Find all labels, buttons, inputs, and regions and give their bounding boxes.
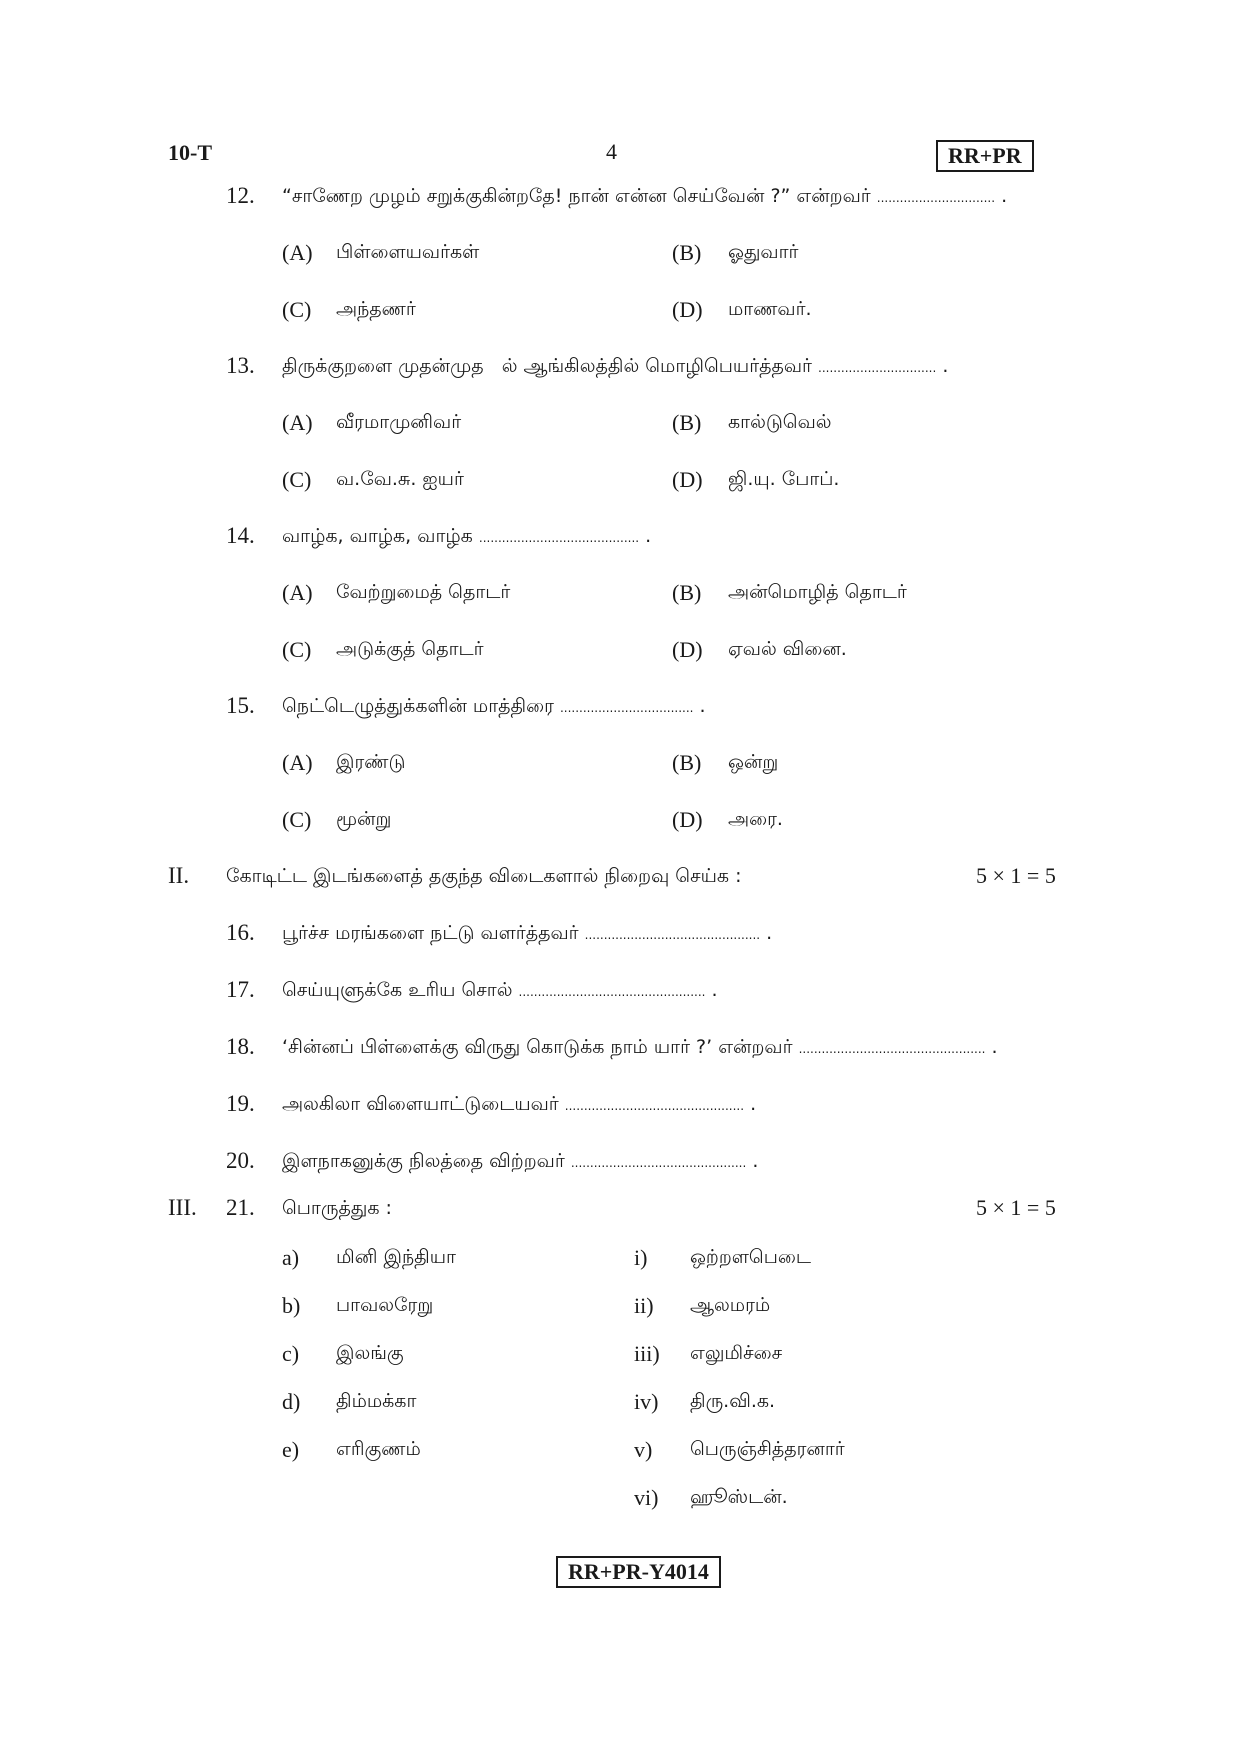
option-text: ஜி.யு. போப். bbox=[728, 468, 840, 490]
match-right-text: ஆலமரம் bbox=[690, 1294, 771, 1316]
option-label: (C) bbox=[282, 637, 312, 662]
match-left-text: மினி இந்தியா bbox=[336, 1246, 456, 1268]
match-right-text: ஒற்றளபெடை bbox=[690, 1246, 811, 1268]
option-text: கால்டுவெல் bbox=[728, 411, 832, 433]
match-right-label: iv) bbox=[634, 1389, 659, 1414]
match-right-label: iii) bbox=[634, 1341, 660, 1366]
match-left-label: a) bbox=[282, 1245, 300, 1270]
question-number: 16. bbox=[226, 920, 255, 945]
option-label: (B) bbox=[672, 750, 702, 775]
option-text: வேற்றுமைத் தொடர் bbox=[336, 581, 511, 603]
option-text: பிள்ளையவர்கள் bbox=[336, 241, 480, 263]
question-text: பூர்ச்ச மரங்களை நட்டு வளர்த்தவர் .............................................. . bbox=[282, 922, 773, 944]
option-label: (A) bbox=[282, 580, 313, 605]
option-label: (C) bbox=[282, 807, 312, 832]
option-label: (B) bbox=[672, 240, 702, 265]
question-text: செய்யுளுக்கே உரிய சொல் ................................................. . bbox=[282, 979, 718, 1001]
match-right-label: i) bbox=[634, 1245, 648, 1270]
match-left-label: b) bbox=[282, 1293, 301, 1318]
question-number: 18. bbox=[226, 1034, 255, 1059]
page-number: 4 bbox=[606, 139, 617, 164]
question-text: “சாணேற முழம் சறுக்குகின்றதே! நான் என்ன செய்வேன் ?” என்றவர் ............................... . bbox=[282, 185, 1008, 207]
question-number: 12. bbox=[226, 183, 255, 208]
match-right-text: ஹூஸ்டன். bbox=[690, 1486, 788, 1508]
match-left-text: எரிகுணம் bbox=[336, 1438, 421, 1460]
option-text: ஓதுவார் bbox=[728, 241, 799, 263]
option-text: அரை. bbox=[728, 808, 783, 830]
option-label: (A) bbox=[282, 750, 313, 775]
paper-code: 10-T bbox=[168, 140, 212, 165]
question-text: வாழ்க, வாழ்க, வாழ்க .......................................... . bbox=[282, 525, 652, 547]
series-box: RR+PR bbox=[936, 140, 1034, 172]
option-label: (C) bbox=[282, 297, 312, 322]
option-text: அடுக்குத் தொடர் bbox=[336, 638, 484, 660]
option-label: (D) bbox=[672, 297, 703, 322]
match-right-text: திரு.வி.க. bbox=[690, 1390, 776, 1412]
question-paper-code-box: RR+PR-Y4014 bbox=[556, 1556, 721, 1588]
option-text: வ.வே.சு. ஐயர் bbox=[336, 468, 464, 490]
match-left-label: d) bbox=[282, 1389, 301, 1414]
question-number: 21. bbox=[226, 1195, 255, 1220]
section-roman: III. bbox=[168, 1195, 197, 1220]
question-number: 13. bbox=[226, 353, 255, 378]
match-left-text: இலங்கு bbox=[336, 1342, 404, 1364]
option-label: (A) bbox=[282, 240, 313, 265]
match-left-text: பாவலரேறு bbox=[336, 1294, 434, 1316]
option-text: ஒன்று bbox=[728, 751, 779, 773]
question-text: ‘சின்னப் பிள்ளைக்கு விருது கொடுக்க நாம் யார் ?’ என்றவர் ................................................. . bbox=[282, 1036, 998, 1058]
question-number: 15. bbox=[226, 693, 255, 718]
match-left-text: திம்மக்கா bbox=[336, 1390, 417, 1412]
option-label: (B) bbox=[672, 410, 702, 435]
option-label: (B) bbox=[672, 580, 702, 605]
question-text: இளநாகனுக்கு நிலத்தை விற்றவர் .............................................. . bbox=[282, 1150, 759, 1172]
option-text: மாணவர். bbox=[728, 298, 812, 320]
question-text: நெட்டெழுத்துக்களின் மாத்திரை ................................... . bbox=[282, 695, 706, 717]
match-right-label: ii) bbox=[634, 1293, 654, 1318]
option-text: மூன்று bbox=[336, 808, 392, 830]
option-text: அன்மொழித் தொடர் bbox=[728, 581, 907, 603]
section-title: பொருத்துக : bbox=[282, 1197, 392, 1219]
match-right-text: எலுமிச்சை bbox=[690, 1342, 783, 1364]
option-label: (D) bbox=[672, 467, 703, 492]
section-marks: 5 × 1 = 5 bbox=[976, 863, 1056, 888]
option-label: (D) bbox=[672, 637, 703, 662]
section-title: கோடிட்ட இடங்களைத் தகுந்த விடைகளால் நிறைவு செய்க : bbox=[226, 865, 742, 887]
question-number: 19. bbox=[226, 1091, 255, 1116]
match-right-label: vi) bbox=[634, 1485, 659, 1510]
option-label: (A) bbox=[282, 410, 313, 435]
question-text: திருக்குறளை முதன்முத ல் ஆங்கிலத்தில் மொழிபெயர்த்தவர் ............................... . bbox=[282, 355, 949, 377]
match-right-label: v) bbox=[634, 1437, 653, 1462]
question-number: 20. bbox=[226, 1148, 255, 1173]
question-number: 17. bbox=[226, 977, 255, 1002]
section-roman: II. bbox=[168, 863, 190, 888]
section-marks: 5 × 1 = 5 bbox=[976, 1195, 1056, 1220]
question-text: அலகிலா விளையாட்டுடையவர் ............................................... . bbox=[282, 1093, 757, 1115]
match-right-text: பெருஞ்சித்தரனார் bbox=[690, 1438, 845, 1460]
match-left-label: c) bbox=[282, 1341, 300, 1366]
option-text: ஏவல் வினை. bbox=[728, 638, 847, 660]
question-number: 14. bbox=[226, 523, 255, 548]
option-text: இரண்டு bbox=[336, 751, 406, 773]
option-text: வீரமாமுனிவர் bbox=[336, 411, 462, 433]
option-text: அந்தணர் bbox=[336, 298, 416, 320]
option-label: (C) bbox=[282, 467, 312, 492]
match-left-label: e) bbox=[282, 1437, 300, 1462]
option-label: (D) bbox=[672, 807, 703, 832]
